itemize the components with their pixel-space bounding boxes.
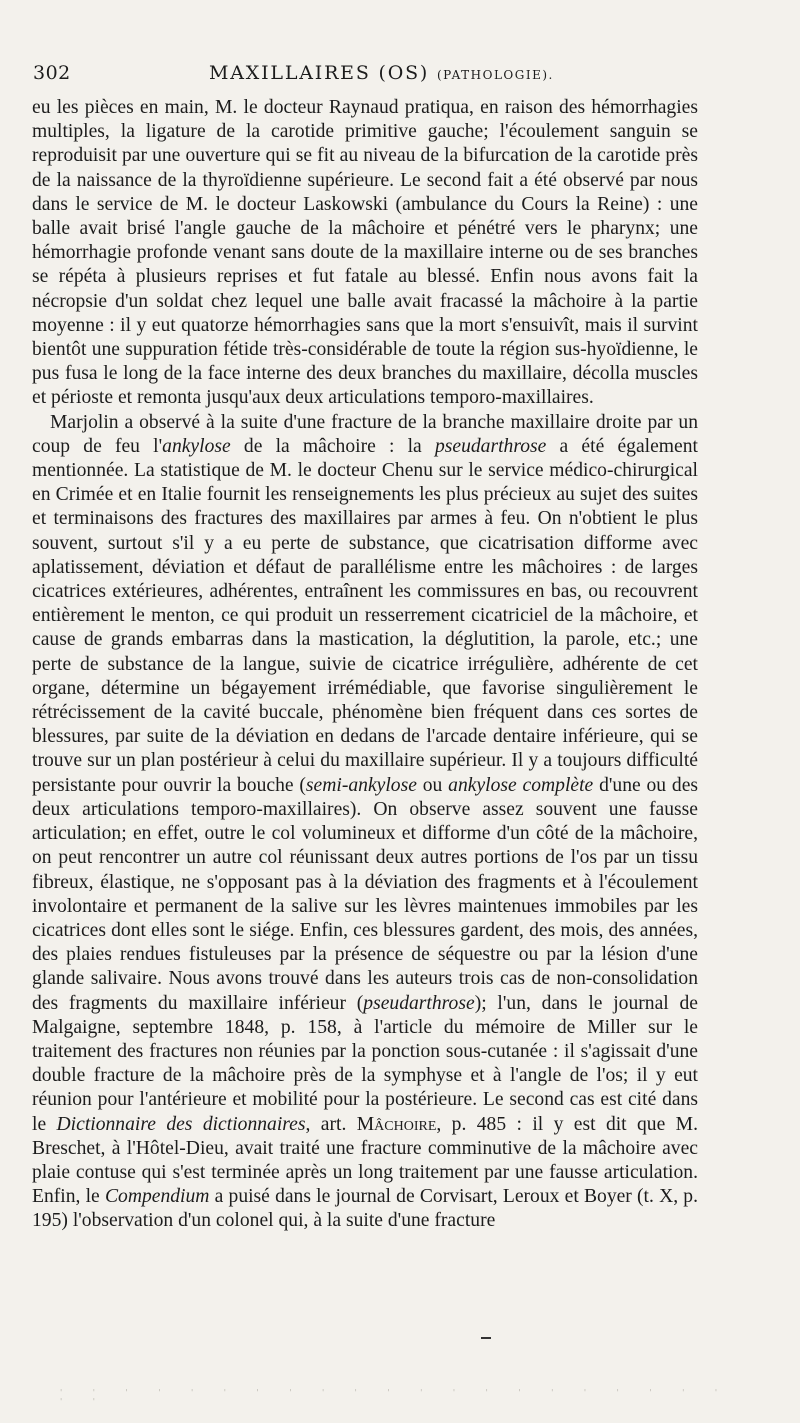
- footer-dash: [481, 1337, 491, 1339]
- running-title-main: MAXILLAIRES (OS): [209, 62, 430, 84]
- italic-run: Dictionnaire des dictionnaires: [56, 1113, 306, 1135]
- running-title-sub: (PATHOLOGIE).: [436, 68, 554, 82]
- bleed-through-marks: ' ' ' ' ' ' ' ' ' ' ' ' ' ' ' ' ' ' ' ' ' ' ': [60, 1388, 732, 1406]
- text-run: eu les pièces en main, M. le docteur Raynaud pratiqua, en raison des hémorrhagies multiples, la ligature de la carotide primitive gauche; l'écoulement sanguin se reproduisit par une ouverture qui se fit au niveau de la bifurcation de la carotide près de la naissance de la thyroïdienne supérieure. Le second fait a été observé par nous dans le service de M. le docteur Laskowski (ambulance du Cours la Reine) : une balle avait brisé l'angle gauche de la mâchoire et pénétré vers le pharynx; une hémorrhagie profonde venant sans doute de la maxillaire interne ou de ses branches se répéta à plusieurs reprises et fut fatale au blessé. Enfin nous avons fait la nécropsie d'un soldat chez lequel une balle avait fracassé la mâchoire à la partie moyenne : il y eut quatorze hémorrhagies sans que la mort s'ensuivît, mais il survint bientôt une suppuration fétide très-considérable de toute la région sus-hyoïdienne, le pus fusa le long de la face interne des deux branches du maxillaire, décolla muscles et périoste et remonta jusqu'aux deux articulations temporo-maxillaires.: [32, 97, 698, 409]
- text-run: ); l'un, dans le journal de Malgaigne, septembre 1848, p. 158, à l'article du mémoire de Miller sur le traitement des fractures non réunies par la ponction sous-cutanée : il s'agissait d'une double fracture de la mâchoire près de la symphyse et à l'angle de l'os; il y eut réunion pour l'antérieure et mobilité pour la postérieure. Le second cas est cité dans le: [32, 992, 698, 1135]
- italic-run: pseudarthrose: [363, 992, 475, 1014]
- italic-run: pseudarthrose: [434, 435, 547, 457]
- page-number: 302: [33, 62, 71, 84]
- running-title: [209, 62, 554, 84]
- italic-run: ankylose: [162, 435, 231, 457]
- body-text: [32, 96, 698, 1234]
- italic-run: semi-ankylose: [305, 774, 417, 796]
- text-run: d'une ou des deux articulations temporo-maxillaires). On observe assez souvent une fausse articulation; en effet, outre le col volumineux et difforme d'un côté de la mâchoire, on peut rencontrer un autre col réunissant deux autres portions de l'os par un tissu fibreux, élastique, ne s'opposant pas à la déviation des fragments et à l'écoulement involontaire et permanent de la salive sur les lèvres maintenues immobiles par les cicatrices dont elles sont le siége. Enfin, ces blessures gardent, des mois, des années, des plaies rendues fistuleuses par la présence de séquestre ou par la lésion d'une glande salivaire. Nous avons trouvé dans les auteurs trois cas de non-consolidation des fragments du maxillaire inférieur (: [32, 774, 699, 1014]
- smallcaps-run: Mâchoire: [356, 1113, 437, 1135]
- text-run: Marjolin a observé à la suite d'une fracture de la branche maxillaire droite par un coup de feu l': [32, 411, 698, 457]
- text-run: , p. 485 : il y est dit que M. Breschet, à l'Hôtel-Dieu, avait traité une fracture comminutive de la mâchoire avec plaie contuse qui s'est terminée après un long traitement par une fausse articulation. Enfin, le: [32, 1113, 698, 1208]
- text-run: a puisé dans le journal de Corvisart, Leroux et Boyer (t. X, p. 195) l'observation d'un colonel qui, à la suite d'une fracture: [32, 1186, 698, 1232]
- paragraph: [32, 96, 698, 411]
- text-run: , art.: [305, 1113, 357, 1135]
- text-run: ou: [416, 774, 449, 796]
- paragraph: [32, 411, 698, 1234]
- italic-run: Compendium: [104, 1186, 210, 1208]
- text-run: de la mâchoire : la: [230, 435, 435, 457]
- text-run: a été également mentionnée. La statistique de M. le docteur Chenu sur le service médico-chirurgical en Crimée et en Italie fournit les renseignements les plus précieux au sujet des suites et terminaisons des fractures des maxillaires par armes à feu. On n'obtient le plus souvent, surtout s'il y a eu perte de substance, que cicatrisation difforme avec aplatissement, déviation et défaut de parallélisme entre les mâchoires : de larges cicatrices extérieures, adhérentes, entraînent les commissures en bas, ou recouvrent entièrement le menton, ce qui produit un resserrement cicatriciel de la mâchoire, et cause de grands embarras dans la mastication, la déglutition, la parole, etc.; une perte de substance de la langue, suivie de cicatrice irrégulière, adhérente de cet organe, détermine un bégayement irrémédiable, que favorise singulièrement le rétrécissement de la cavité buccale, phénomène bien fréquent dans ces sortes de blessures, par suite de la déviation en dedans de l'arcade dentaire inférieure, qui se trouve sur un plan postérieur à celui du maxillaire supérieur. Il y a toujours difficulté persistante pour ouvrir la bouche (: [32, 435, 698, 796]
- italic-run: ankylose complète: [448, 774, 594, 796]
